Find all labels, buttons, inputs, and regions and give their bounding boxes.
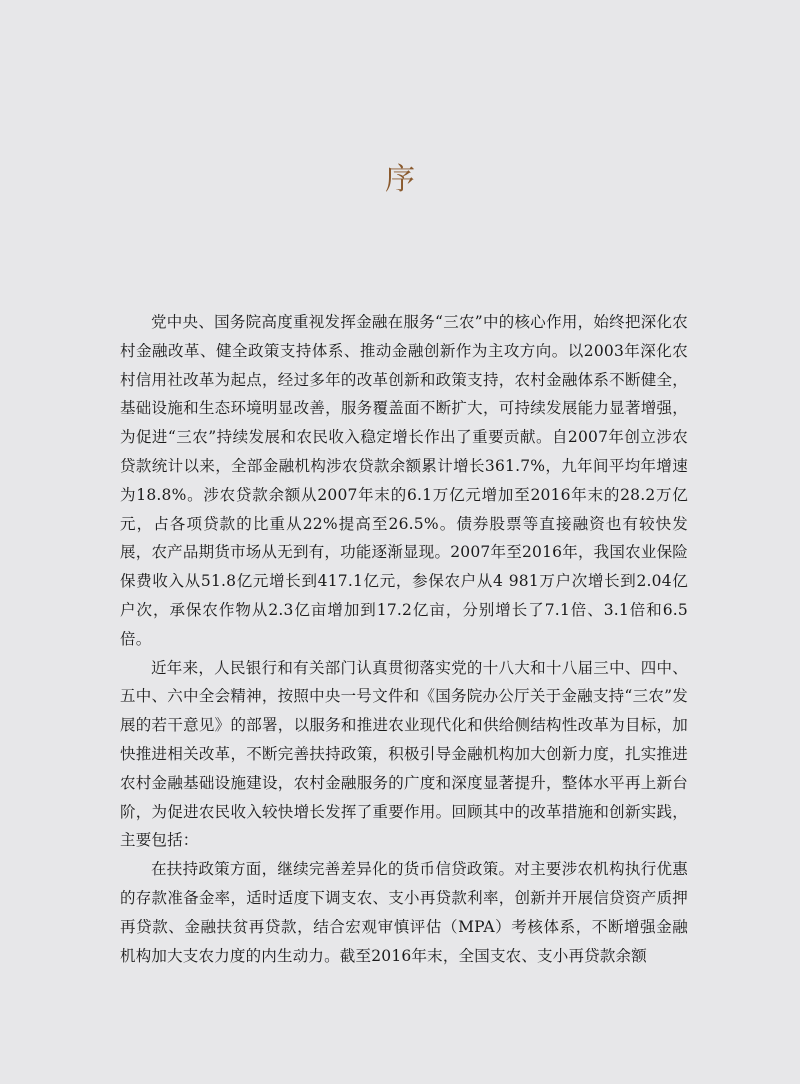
page-title: 序 xyxy=(385,162,415,197)
paragraph-2: 近年来，人民银行和有关部门认真贯彻落实党的十八大和十八届三中、四中、五中、六中全会精神，按照中央一号文件和《国务院办公厅关于金融支持“三农”发展的若干意见》的部署，以服务和推进农业现代化和供给侧结构性改革为目标，加快推进相关改革，不断完善扶持政策，积极引导金融机构加大创新力度，扎实推进农村金融基础设施建设，农村金融服务的广度和深度显著提升，整体水平再上新台阶，为促进农民收入较快增长发挥了重要作用。回顾其中的改革措施和创新实践，主要包括： xyxy=(120,658,688,850)
body-text xyxy=(120,308,688,970)
paragraph-1: 党中央、国务院高度重视发挥金融在服务“三农”中的核心作用，始终把深化农村金融改革、健全政策支持体系、推动金融创新作为主攻方向。以2003年深化农村信用社改革为起点，经过多年的改革创新和政策支持，农村金融体系不断健全，基础设施和生态环境明显改善，服务覆盖面不断扩大，可持续发展能力显著增强，为促进“三农”持续发展和农民收入稳定增长作出了重要贡献。自2007年创立涉农贷款统计以来，全部金融机构涉农贷款余额累计增长361.7%，九年间平均年增速为18.8%。涉农贷款余额从2007年末的6.1万亿元增加至2016年末的28.2万亿元，占各项贷款的比重从22%提高至26.5%。债券股票等直接融资也有较快发展，农产品期货市场从无到有，功能逐渐显现。2007年至2016年，我国农业保险保费收入从51.8亿元增长到417.1亿元，参保农户从4 981万户次增长到2.04亿户次，承保农作物从2.3亿亩增加到17.2亿亩，分别增长了7.1倍、3.1倍和6.5倍。 xyxy=(120,313,688,648)
paragraph-3: 在扶持政策方面，继续完善差异化的货币信贷政策。对主要涉农机构执行优惠的存款准备金率，适时适度下调支农、支小再贷款利率，创新并开展信贷资产质押再贷款、金融扶贫再贷款，结合宏观审慎评估（MPA）考核体系，不断增强金融机构加大支农力度的内生动力。截至2016年末，全国支农、支小再贷款余额 xyxy=(120,860,688,965)
